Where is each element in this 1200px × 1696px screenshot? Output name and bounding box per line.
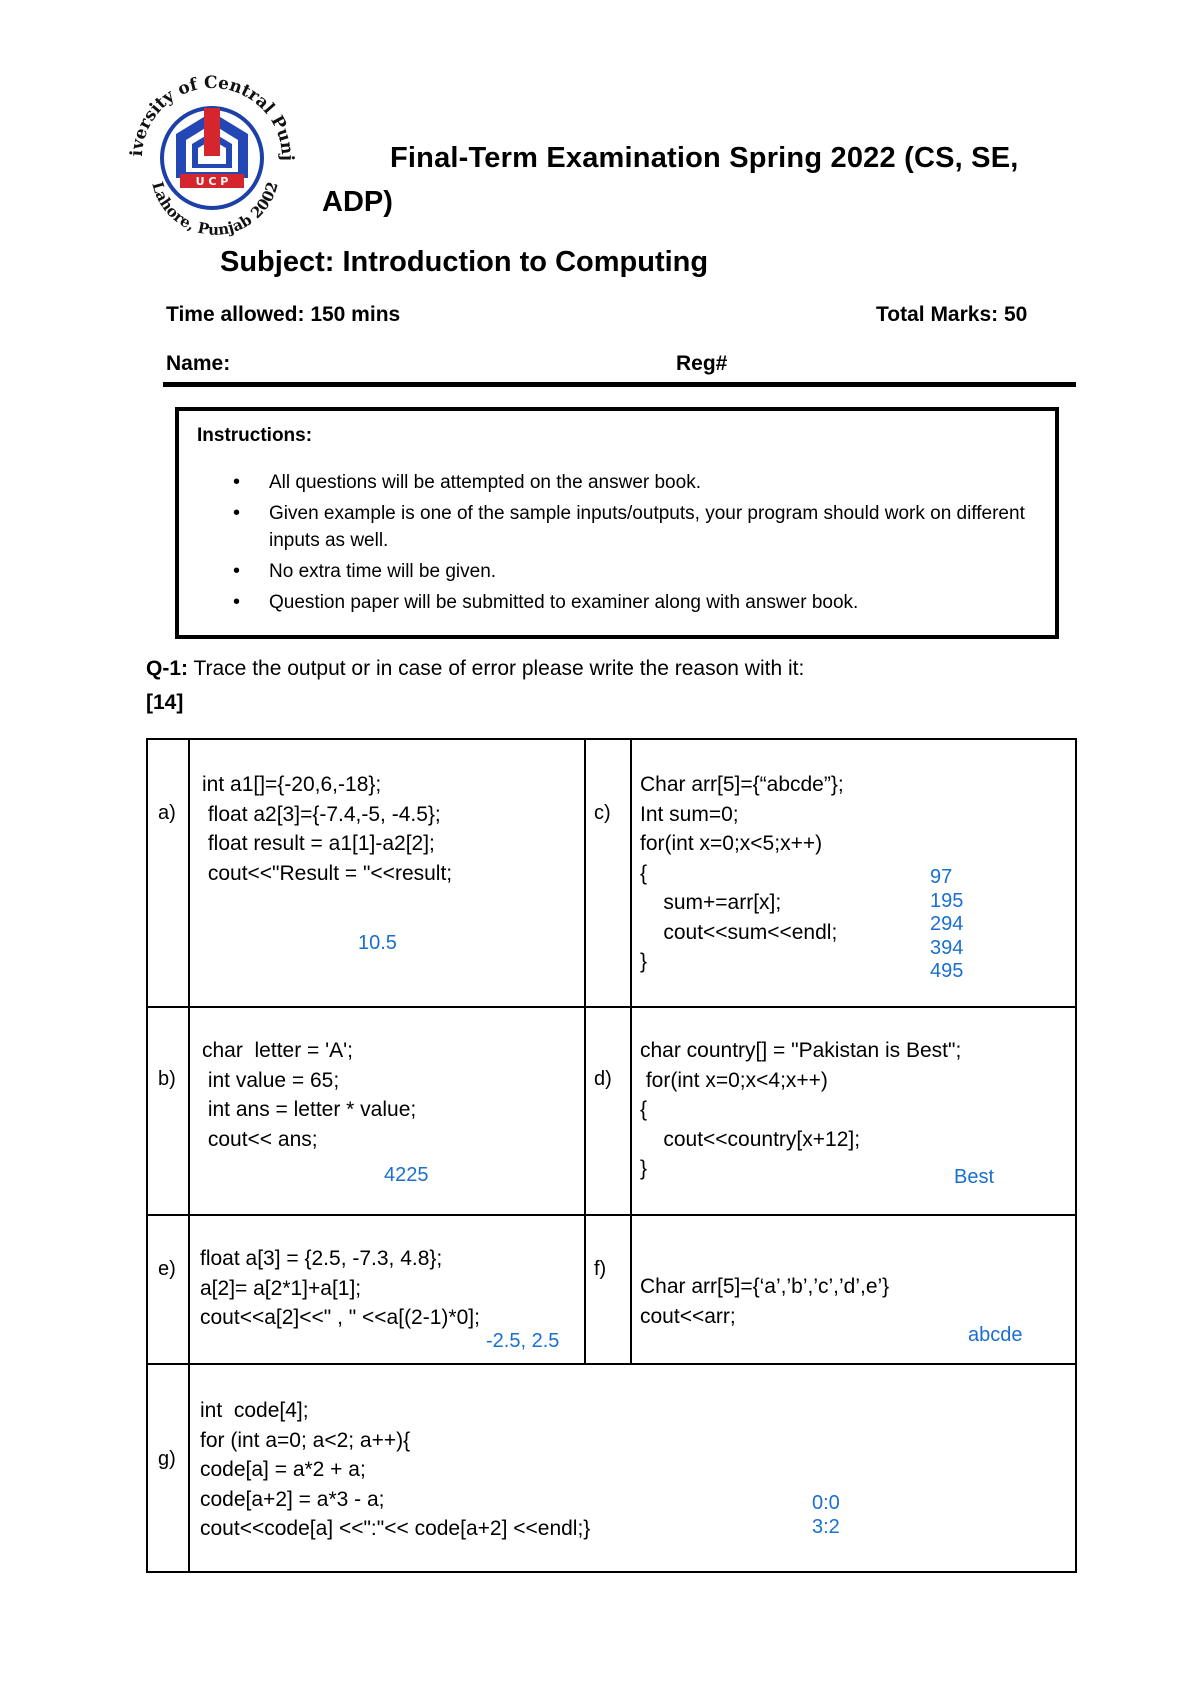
part-d-label: d)	[594, 1068, 612, 1090]
part-c-label: c)	[594, 802, 611, 824]
university-logo	[118, 62, 306, 242]
seal-emblem-letters: U C P	[195, 175, 229, 188]
exam-title-line1: Final-Term Examination Spring 2022 (CS, SE,	[390, 142, 1019, 174]
label-col-divider	[188, 740, 190, 1573]
part-f-label: f)	[594, 1258, 607, 1280]
part-f-code: Char arr[5]={‘a’,’b’,’c’,’d’,e’} cout<<arr;	[640, 1275, 890, 1328]
header-divider	[163, 382, 1076, 387]
instruction-item: • Given example is one of the sample inputs/outputs, your program should work on different inputs as well.	[197, 500, 1037, 554]
subject-title: Subject: Introduction to Computing	[220, 246, 709, 278]
part-c-code: Char arr[5]={“abcde”}; Int sum=0; for(int x=0;x<5;x++) { sum+=arr[x]; cout<<sum<<endl; }	[640, 773, 844, 973]
part-a-label: a)	[158, 802, 176, 824]
part-b-code: char letter = 'A'; int value = 65; int ans = letter * value; cout<< ans;	[202, 1039, 417, 1151]
university-seal-icon	[118, 62, 306, 242]
question-heading	[146, 652, 1146, 720]
total-marks: Total Marks: 50	[876, 303, 1028, 326]
instruction-item: • No extra time will be given.	[197, 558, 1037, 585]
part-e-label: e)	[158, 1258, 176, 1280]
seal-bottom-text: Lahore, Punjab 2002	[148, 179, 282, 239]
part-f-answer: abcde	[968, 1324, 1023, 1346]
part-g-answer: 0:0 3:2	[812, 1492, 840, 1538]
question-text: Trace the output or in case of error please write the reason with it:	[188, 657, 805, 680]
part-b-answer: 4225	[384, 1164, 429, 1186]
mid-col-divider-right	[630, 740, 632, 1363]
row-divider	[148, 1006, 1075, 1008]
row-divider	[148, 1363, 1075, 1365]
instructions-title: Instructions:	[197, 425, 313, 446]
part-d-code: char country[] = "Pakistan is Best"; for(int x=0;x<4;x++) { cout<<country[x+12]; }	[640, 1039, 962, 1180]
exam-title-line2: ADP)	[322, 186, 393, 218]
part-g-code: int code[4]; for (int a=0; a<2; a++){ code[a] = a*2 + a; code[a+2] = a*3 - a; cout<<code[a] <<":"<< code[a+2] <<endl;}	[200, 1399, 591, 1540]
instructions-list	[197, 469, 1037, 620]
part-e-answer: -2.5, 2.5	[486, 1330, 560, 1352]
part-c-answer: 97 195 294 394 495	[930, 866, 964, 982]
instructions-box	[175, 407, 1059, 639]
trace-table	[146, 738, 1077, 1573]
question-marks: [14]	[146, 691, 184, 714]
time-allowed: Time allowed: 150 mins	[166, 303, 401, 326]
part-e-code: float a[3] = {2.5, -7.3, 4.8}; a[2]= a[2*1]+a[1]; cout<<a[2]<<" , " <<a[(2-1)*0];	[200, 1247, 480, 1329]
row-divider	[148, 1214, 1075, 1216]
part-a-answer: 10.5	[358, 932, 397, 954]
seal-top-text: iversity of Central Punj	[126, 72, 298, 161]
name-label: Name:	[166, 352, 231, 375]
part-b-label: b)	[158, 1068, 176, 1090]
mid-col-divider	[584, 740, 586, 1363]
instruction-item: • All questions will be attempted on the answer book.	[197, 469, 1037, 496]
instruction-item: • Question paper will be submitted to examiner along with answer book.	[197, 589, 1037, 616]
reg-label: Reg#	[676, 352, 728, 375]
part-a-code: int a1[]={-20,6,-18}; float a2[3]={-7.4,-5, -4.5}; float result = a1[1]-a2[2]; cout<<"Result = "<<result;	[202, 773, 453, 885]
part-d-answer: Best	[954, 1166, 995, 1188]
part-g-label: g)	[158, 1448, 176, 1470]
question-label: Q-1:	[146, 657, 188, 680]
